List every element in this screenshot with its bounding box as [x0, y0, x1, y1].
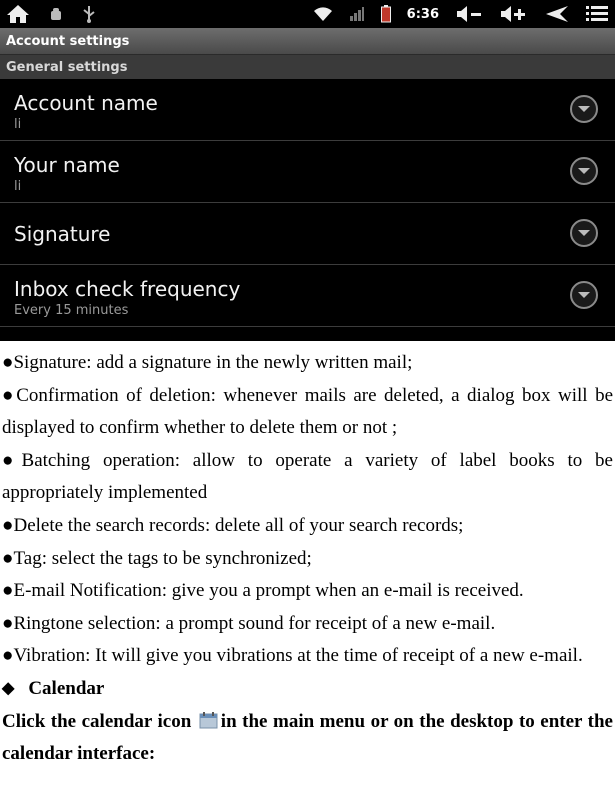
bullet-vibration: ●Vibration: It will give you vibrations at the time of receipt of a new e-mail.	[2, 645, 583, 667]
setting-account-name[interactable]	[0, 79, 615, 141]
wifi-icon	[313, 6, 333, 22]
menu-icon[interactable]	[585, 4, 609, 24]
account-settings-screenshot	[0, 0, 615, 341]
setting-value: Every 15 minutes	[14, 303, 129, 318]
signal-icon	[349, 6, 365, 22]
calendar-heading	[2, 673, 613, 706]
document-body	[0, 341, 615, 771]
dropdown-arrow-icon[interactable]	[569, 94, 599, 124]
volume-down-icon[interactable]	[455, 4, 483, 24]
setting-signature[interactable]	[0, 203, 615, 265]
setting-your-name[interactable]	[0, 141, 615, 203]
calendar-icon	[199, 711, 219, 729]
dropdown-arrow-icon[interactable]	[569, 218, 599, 248]
heading-text: Calendar	[28, 677, 105, 699]
setting-label: Your name	[14, 153, 120, 177]
setting-value: li	[14, 179, 22, 194]
setting-inbox-check-frequency[interactable]	[0, 265, 615, 327]
setting-label: Account name	[14, 91, 158, 115]
screen-title: Account settings	[0, 28, 615, 55]
dropdown-arrow-icon[interactable]	[569, 280, 599, 310]
dropdown-arrow-icon[interactable]	[569, 156, 599, 186]
back-icon[interactable]	[543, 4, 569, 24]
battery-icon	[381, 5, 391, 23]
setting-label: Signature	[14, 222, 111, 246]
bullet-delete-search-records: ●Delete the search records: delete all of your search records;	[2, 514, 464, 536]
instruction-text-before: Click the calendar icon	[2, 710, 197, 732]
setting-label: Inbox check frequency	[14, 277, 241, 301]
bullet-ringtone-selection: ●Ringtone selection: a prompt sound for receipt of a new e-mail.	[2, 612, 496, 634]
status-bar	[0, 0, 615, 28]
instruction-text-after: in the main menu or on the desktop to enter the calendar interface:	[2, 710, 613, 765]
bullet-email-notification: ●E-mail Notification: give you a prompt when an e-mail is received.	[2, 580, 524, 602]
diamond-bullet: ◆	[2, 679, 15, 697]
bullet-signature: ●Signature: add a signature in the newly written mail;	[2, 352, 413, 373]
section-header: General settings	[0, 55, 615, 79]
volume-up-icon[interactable]	[499, 4, 527, 24]
clock-time: 6:36	[406, 6, 439, 22]
bullet-confirmation-deletion: ●Confirmation of deletion: whenever mails are deleted, a dialog box will be displayed to confirm whether to delete them or not ;	[2, 384, 613, 439]
calendar-instruction	[2, 706, 613, 771]
setting-value: li	[14, 117, 22, 132]
home-icon[interactable]	[6, 4, 30, 24]
android-debug-icon	[48, 6, 64, 22]
usb-icon	[82, 5, 96, 23]
bullet-batching-operation: ●Batching operation: allow to operate a variety of label books to be appropriately implemented	[2, 449, 613, 504]
bullet-tag: ●Tag: select the tags to be synchronized;	[2, 547, 312, 569]
